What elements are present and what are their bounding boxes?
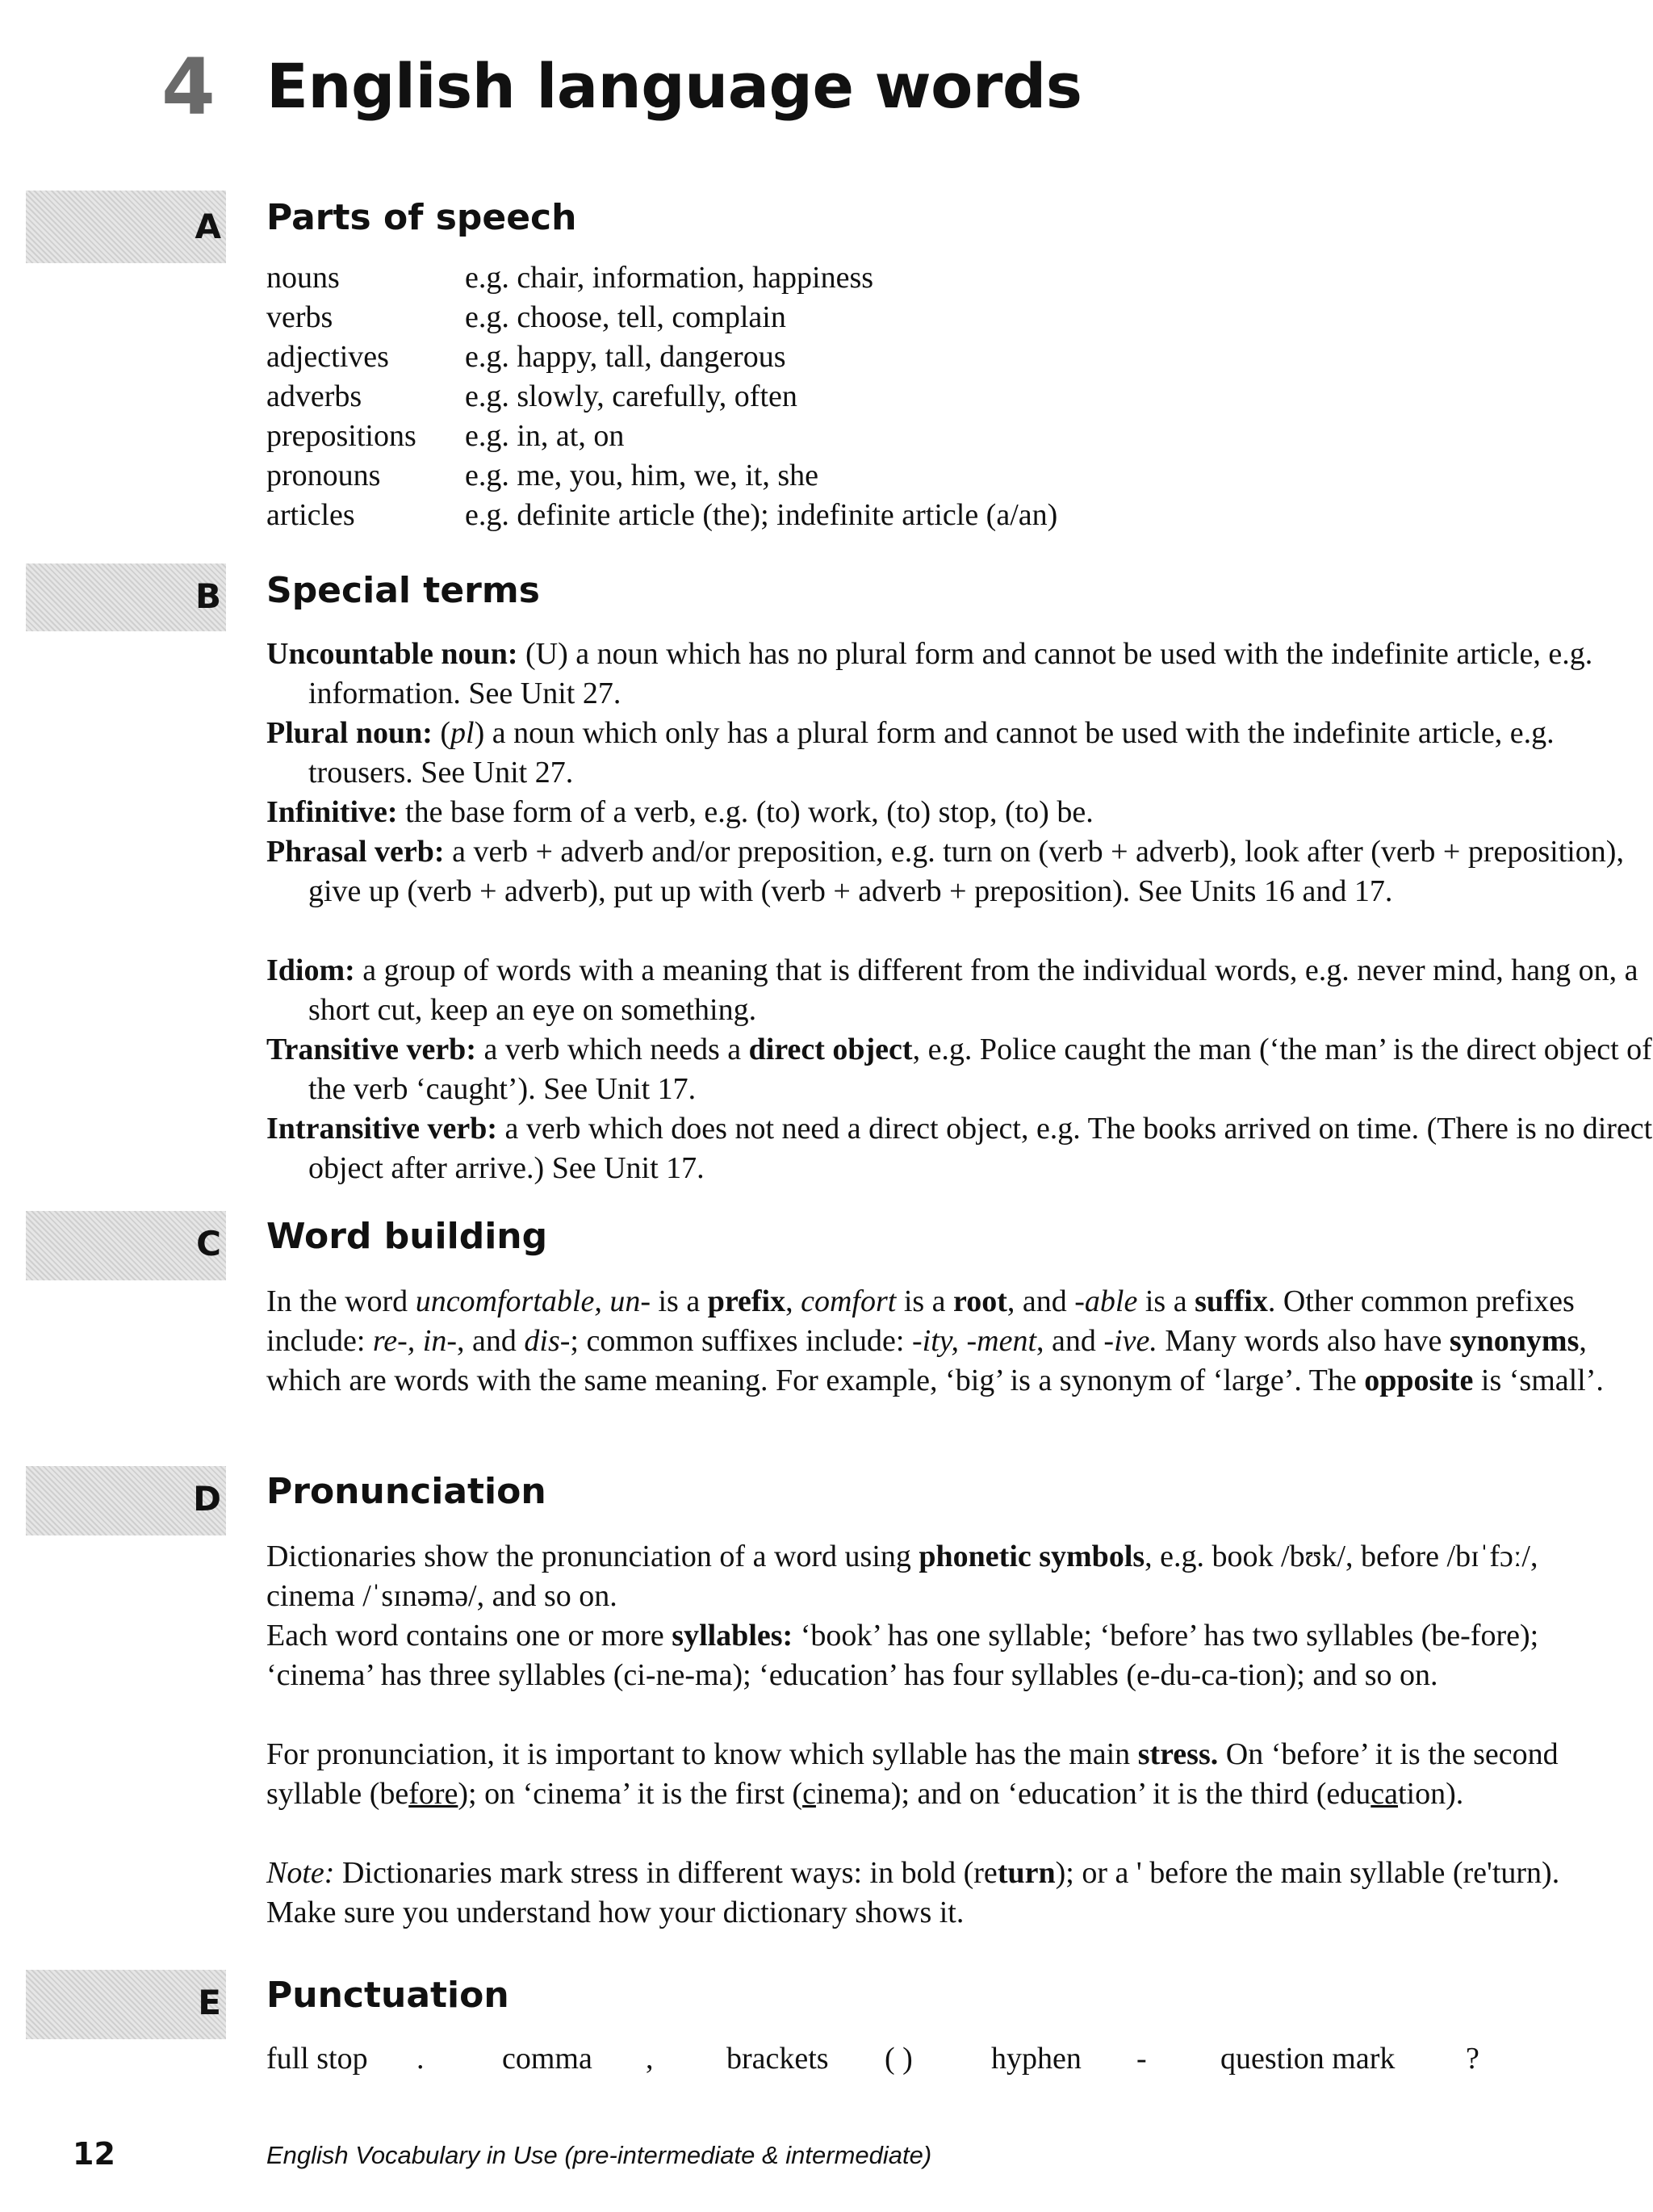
text: ); or a ' before the main syllable (re'turn). Make sure you understand how your dictionary shows it.: [266, 1856, 1560, 1929]
definition-text: a verb which does not need a direct object, e.g. The books arrived on time. (There is no direct object after arrive.) See Unit 17.: [308, 1112, 1653, 1185]
table-row: [266, 339, 785, 375]
definition-text: (: [432, 716, 451, 750]
punctuation-symbol: ,: [646, 2042, 654, 2076]
definition-text: , e.g. Police caught the man (‘the man’ is the direct object of the verb ‘caught’). See Unit 17.: [308, 1033, 1652, 1106]
table-row: [266, 260, 873, 295]
punctuation-symbol: ?: [1466, 2042, 1479, 2076]
pos-example: e.g. slowly, carefully, often: [465, 379, 797, 413]
text: , which are words with the same meaning. For example, ‘big’ is a synonym of ‘large’. The: [266, 1324, 1587, 1397]
section-b-letter: B: [195, 576, 221, 616]
section-c-tab: [26, 1211, 226, 1280]
text: comfort: [801, 1284, 897, 1318]
punctuation-symbol: ( ): [885, 2042, 913, 2076]
text: is a: [650, 1284, 708, 1318]
definition-transitive-verb: [266, 1030, 1653, 1109]
section-b-title: Special terms: [266, 570, 540, 611]
text: uncomfortable, un-: [415, 1284, 651, 1318]
text: -able: [1074, 1284, 1138, 1318]
text: On ‘before’ it is the second syllable (be: [266, 1737, 1559, 1811]
pos-term: verbs: [266, 300, 333, 334]
list-item: [1466, 2041, 1479, 2076]
definition-uncountable-noun: [266, 635, 1653, 714]
section-c-title: Word building: [266, 1216, 548, 1257]
section-d-title: Pronunciation: [266, 1471, 546, 1512]
list-item: [726, 2041, 829, 2076]
section-a-letter: A: [195, 207, 221, 246]
table-row: [266, 379, 797, 414]
term-label: Uncountable noun:: [266, 637, 518, 671]
table-row: [266, 418, 624, 454]
definition-text: a verb which needs a: [475, 1033, 749, 1066]
text: ,: [785, 1284, 801, 1318]
list-item: [646, 2041, 654, 2076]
text: , and: [1036, 1324, 1104, 1358]
text: c: [802, 1777, 816, 1811]
list-item: [416, 2041, 425, 2076]
text: root: [953, 1284, 1007, 1318]
pos-example: e.g. happy, tall, dangerous: [465, 340, 786, 374]
text: suffix: [1195, 1284, 1268, 1318]
pronunciation-note: [266, 1854, 1614, 1933]
text: opposite: [1364, 1364, 1474, 1397]
section-e-tab: [26, 1970, 226, 2039]
text: fore: [408, 1777, 458, 1811]
punctuation-name: full stop: [266, 2042, 368, 2076]
definition-text: ) a noun which only has a plural form and cannot be used with the indefinite article, e.g. trousers. See Unit 27.: [308, 716, 1555, 790]
pos-term: prepositions: [266, 419, 416, 453]
text: Each word contains one or more: [266, 1619, 672, 1653]
punctuation-symbol: .: [416, 2042, 425, 2076]
list-item: [991, 2041, 1082, 2076]
section-c-letter: C: [196, 1224, 221, 1263]
section-a-tab: [26, 191, 226, 263]
text: is a: [1137, 1284, 1195, 1318]
term-label: Transitive verb:: [266, 1033, 476, 1066]
punctuation-name: question mark: [1220, 2042, 1396, 2076]
definition-plural-noun: [266, 714, 1653, 793]
text: phonetic symbols: [919, 1540, 1145, 1573]
term-label: Phrasal verb:: [266, 835, 445, 869]
text: ‘book’ has one syllable; ‘before’ has two syllables (be-fore); ‘cinema’ has three syllables (ci-ne-ma); ‘education’ has four syllables (e-du-ca-tion); and so on.: [266, 1619, 1539, 1692]
page-title: English language words: [266, 50, 1082, 122]
pos-example: e.g. chair, information, happiness: [465, 261, 874, 295]
section-e-letter: E: [198, 1983, 221, 2022]
text: re-, in-: [372, 1324, 458, 1358]
text: is a: [896, 1284, 954, 1318]
section-a-title: Parts of speech: [266, 197, 577, 238]
definition-text: the base form of a verb, e.g. (to) work, (to) stop, (to) be.: [397, 795, 1094, 829]
table-row: [266, 458, 818, 493]
text: stress.: [1137, 1737, 1219, 1771]
pronunciation-paragraph-3: [266, 1735, 1614, 1814]
list-item: [502, 2041, 592, 2076]
text: Many words also have: [1157, 1324, 1450, 1358]
definition-text: (U) a noun which has no plural form and cannot be used with the indefinite article, e.g. information. See Unit 27.: [308, 637, 1593, 710]
pos-example: e.g. definite article (the); indefinite article (a/an): [465, 498, 1058, 532]
definition-intransitive-verb: [266, 1109, 1653, 1188]
text: ; common suffixes include:: [570, 1324, 912, 1358]
footer-book-title: English Vocabulary in Use (pre-intermediate & intermediate): [266, 2141, 932, 2169]
definition-text: pl: [450, 716, 475, 750]
unit-number: 4: [161, 42, 216, 132]
term-label: Idiom:: [266, 953, 355, 987]
pos-example: e.g. choose, tell, complain: [465, 300, 786, 334]
definition-text: direct object: [748, 1033, 913, 1066]
punctuation-name: hyphen: [991, 2042, 1082, 2076]
list-item: [1136, 2041, 1147, 2076]
term-label: Plural noun:: [266, 716, 433, 750]
pos-example: e.g. in, at, on: [465, 419, 625, 453]
punctuation-symbol: -: [1136, 2042, 1147, 2076]
definition-text: a verb + adverb and/or preposition, e.g. turn on (verb + adverb), look after (verb + preposition), give up (verb + adverb), put up with (verb + adverb + preposition). See Units 16 and 17.: [308, 835, 1624, 908]
text: ); on ‘cinema’ it is the first (: [458, 1777, 803, 1811]
pos-term: adverbs: [266, 379, 362, 413]
pos-term: adjectives: [266, 340, 389, 374]
text: inema); and on ‘education’ it is the third (edu: [815, 1777, 1371, 1811]
text: In the word: [266, 1284, 416, 1318]
text: , e.g. book /bʊk/, before /bɪˈfɔː/, cinema /ˈsɪnəmə/, and so on.: [266, 1540, 1538, 1613]
pos-term: nouns: [266, 261, 340, 295]
definition-phrasal-verb: [266, 832, 1653, 911]
text: ca: [1371, 1777, 1398, 1811]
text: For pronunciation, it is important to know which syllable has the main: [266, 1737, 1138, 1771]
text: Dictionaries mark stress in different ways: in bold (re: [334, 1856, 998, 1890]
term-label: Intransitive verb:: [266, 1112, 498, 1146]
table-row: [266, 300, 786, 335]
text: Note:: [266, 1856, 335, 1890]
section-d-tab: [26, 1466, 226, 1535]
definition-infinitive: [266, 793, 1653, 832]
table-row: [266, 497, 1057, 533]
text: tion).: [1398, 1777, 1464, 1811]
text: turn: [997, 1856, 1056, 1890]
definition-text: a group of words with a meaning that is different from the individual words, e.g. never mind, hang on, a short cut, keep an eye on something.: [308, 953, 1638, 1027]
punctuation-name: brackets: [726, 2042, 829, 2076]
text: -ity, -ment: [911, 1324, 1037, 1358]
definition-idiom: [266, 951, 1653, 1030]
text: , and: [1006, 1284, 1075, 1318]
text: Dictionaries show the pronunciation of a word using: [266, 1540, 919, 1573]
punctuation-name: comma: [502, 2042, 592, 2076]
text: syllables:: [672, 1619, 793, 1653]
list-item: [266, 2041, 368, 2076]
pos-example: e.g. me, you, him, we, it, she: [465, 459, 818, 492]
section-d-letter: D: [193, 1479, 221, 1519]
pos-term: pronouns: [266, 459, 381, 492]
text: -ive.: [1103, 1324, 1157, 1358]
text: , and: [457, 1324, 525, 1358]
text: synonyms: [1449, 1324, 1580, 1358]
page-number: 12: [73, 2136, 115, 2172]
text: dis-: [524, 1324, 571, 1358]
pronunciation-paragraph-2: [266, 1616, 1614, 1695]
section-e-title: Punctuation: [266, 1975, 509, 2016]
text: . Other common prefixes include:: [266, 1284, 1575, 1358]
text: is ‘small’.: [1473, 1364, 1604, 1397]
list-item: [1220, 2041, 1395, 2076]
text: prefix: [707, 1284, 786, 1318]
section-b-tab: [26, 563, 226, 631]
list-item: [885, 2041, 913, 2076]
word-building-text: [266, 1282, 1614, 1401]
pronunciation-paragraph-1: [266, 1537, 1614, 1616]
pos-term: articles: [266, 498, 355, 532]
term-label: Infinitive:: [266, 795, 398, 829]
